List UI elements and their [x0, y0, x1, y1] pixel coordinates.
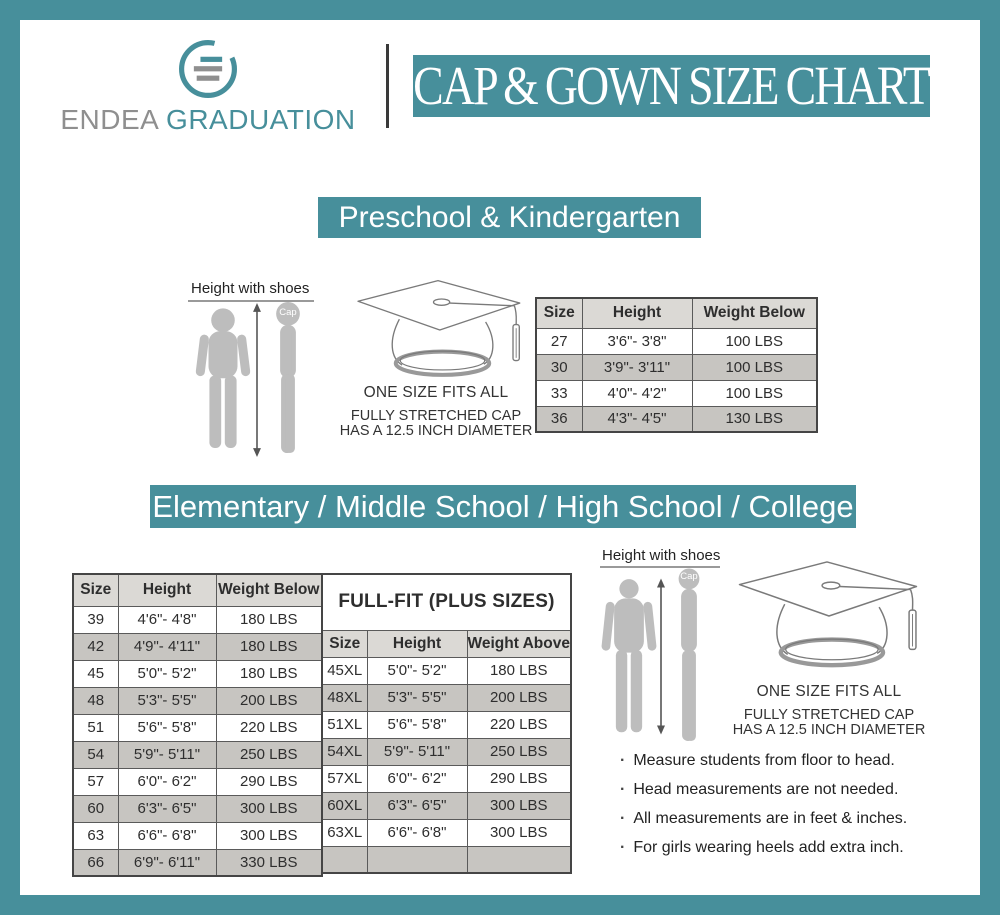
col-header-size: Size	[536, 298, 582, 328]
table-cell: 66	[73, 849, 118, 876]
child-side-silhouette	[267, 301, 309, 457]
table-cell: 36	[536, 406, 582, 432]
one-size-text: ONE SIZE FITS ALL	[363, 384, 509, 401]
diameter-text: HAS A 12.5 INCH DIAMETER	[732, 722, 926, 739]
height-arrow	[655, 569, 667, 744]
height-with-shoes-label: Height with shoes	[602, 547, 721, 564]
height-with-shoes-label: Height with shoes	[191, 280, 310, 297]
plus-size-table	[321, 573, 572, 874]
table-cell: 130 LBS	[692, 406, 817, 432]
mortarboard-cap-icon	[352, 277, 524, 383]
table-header-row	[322, 630, 571, 657]
table-cell: 180 LBS	[216, 633, 322, 660]
cap-fit-note	[723, 683, 935, 739]
table-cell: 100 LBS	[692, 380, 817, 406]
table-cell: 54XL	[322, 738, 367, 765]
table-row	[536, 354, 817, 380]
cap-fit-note	[330, 384, 542, 440]
table-row	[322, 738, 571, 765]
table-cell: 6'6"- 6'8"	[367, 819, 467, 846]
col-header-weight: Weight Below	[216, 574, 322, 606]
one-size-text: ONE SIZE FITS ALL	[756, 683, 902, 700]
table-cell: 4'0"- 4'2"	[582, 380, 692, 406]
table-cell: 300 LBS	[467, 819, 571, 846]
table-cell: 33	[536, 380, 582, 406]
table-cell: 30	[536, 354, 582, 380]
header-divider	[386, 44, 389, 128]
preschool-size-table	[535, 297, 818, 433]
table-cell: 27	[536, 328, 582, 354]
table-cell: 290 LBS	[467, 765, 571, 792]
table-cell: 300 LBS	[216, 795, 322, 822]
table-cell: 300 LBS	[467, 792, 571, 819]
older-banner: Elementary / Middle School / High School / College	[150, 485, 856, 528]
table-cell: 180 LBS	[216, 606, 322, 633]
table-cell: 60	[73, 795, 118, 822]
table-cell: 300 LBS	[216, 822, 322, 849]
table-row	[322, 792, 571, 819]
brand-logo	[58, 36, 358, 136]
table-header-row	[536, 298, 817, 328]
table-cell: 57XL	[322, 765, 367, 792]
table-cell: 6'3"- 6'5"	[118, 795, 216, 822]
note-item: · For girls wearing heels add extra inch.	[620, 839, 965, 857]
table-header-row	[73, 574, 322, 606]
table-cell: 100 LBS	[692, 328, 817, 354]
table-cell: 48XL	[322, 684, 367, 711]
table-row	[73, 714, 322, 741]
cap-tag-label: Cap	[680, 571, 698, 582]
stretched-cap-text: FULLY STRETCHED CAP	[743, 707, 915, 723]
col-header-height: Height	[367, 630, 467, 657]
mortarboard-cap-icon	[733, 558, 921, 674]
table-cell: 5'9"- 5'11"	[118, 741, 216, 768]
table-cell: 57	[73, 768, 118, 795]
table-cell: 3'6"- 3'8"	[582, 328, 692, 354]
col-header-height: Height	[582, 298, 692, 328]
table-cell: 6'0"- 6'2"	[118, 768, 216, 795]
table-cell: 6'0"- 6'2"	[367, 765, 467, 792]
table-cell: 6'9"- 6'11"	[118, 849, 216, 876]
table-cell: 39	[73, 606, 118, 633]
table-cell: 45	[73, 660, 118, 687]
table-cell: 250 LBS	[216, 741, 322, 768]
table-row	[73, 606, 322, 633]
table-row	[322, 711, 571, 738]
table-cell: 290 LBS	[216, 768, 322, 795]
table-row	[73, 795, 322, 822]
table-cell: 42	[73, 633, 118, 660]
table-row	[322, 819, 571, 846]
table-row	[73, 660, 322, 687]
table-cell: 3'9"- 3'11"	[582, 354, 692, 380]
plus-table-title: FULL-FIT (PLUS SIZES)	[322, 574, 571, 630]
table-cell: 330 LBS	[216, 849, 322, 876]
table-cell: 63	[73, 822, 118, 849]
table-cell: 200 LBS	[467, 684, 571, 711]
table-cell: 45XL	[322, 657, 367, 684]
page-title-banner	[413, 55, 930, 117]
table-cell: 5'3"- 5'5"	[118, 687, 216, 714]
table-row	[322, 846, 571, 873]
table-cell: 6'6"- 6'8"	[118, 822, 216, 849]
table-cell: 60XL	[322, 792, 367, 819]
table-cell: 4'6"- 4'8"	[118, 606, 216, 633]
table-cell: 5'0"- 5'2"	[118, 660, 216, 687]
table-row	[322, 684, 571, 711]
table-cell	[367, 846, 467, 873]
adult-front-silhouette	[601, 569, 657, 745]
table-row	[322, 657, 571, 684]
table-cell	[322, 846, 367, 873]
table-row	[73, 768, 322, 795]
page-title: CAP & GOWN SIZE CHART	[413, 56, 930, 116]
table-row	[73, 633, 322, 660]
note-item: · All measurements are in feet & inches.	[620, 810, 965, 828]
table-cell: 6'3"- 6'5"	[367, 792, 467, 819]
table-row	[73, 822, 322, 849]
plus-table-title-row	[322, 574, 571, 630]
table-cell: 5'9"- 5'11"	[367, 738, 467, 765]
table-row	[536, 328, 817, 354]
graduation-logo-icon	[174, 36, 242, 102]
table-cell: 200 LBS	[216, 687, 322, 714]
cap-tag-label: Cap	[279, 307, 297, 318]
col-header-weight: Weight Above	[467, 630, 571, 657]
table-row	[536, 380, 817, 406]
table-cell: 5'6"- 5'8"	[118, 714, 216, 741]
table-row	[536, 406, 817, 432]
table-cell: 4'3"- 4'5"	[582, 406, 692, 432]
brand-name	[58, 104, 358, 136]
col-header-size: Size	[322, 630, 367, 657]
child-front-silhouette	[194, 303, 252, 457]
stretched-cap-text: FULLY STRETCHED CAP	[350, 408, 522, 424]
table-cell: 5'6"- 5'8"	[367, 711, 467, 738]
table-row	[322, 765, 571, 792]
brand-name-graduation: GRADUATION	[166, 104, 356, 135]
note-item: · Measure students from floor to head.	[620, 752, 965, 770]
table-cell: 51	[73, 714, 118, 741]
col-header-height: Height	[118, 574, 216, 606]
table-cell: 63XL	[322, 819, 367, 846]
preschool-banner: Preschool & Kindergarten	[318, 197, 701, 238]
table-row	[73, 741, 322, 768]
table-row	[73, 849, 322, 876]
table-cell: 4'9"- 4'11"	[118, 633, 216, 660]
table-cell: 180 LBS	[216, 660, 322, 687]
diameter-text: HAS A 12.5 INCH DIAMETER	[339, 423, 533, 440]
adult-side-silhouette	[671, 567, 707, 745]
table-cell: 5'3"- 5'5"	[367, 684, 467, 711]
table-cell: 180 LBS	[467, 657, 571, 684]
table-cell: 220 LBS	[216, 714, 322, 741]
table-cell: 250 LBS	[467, 738, 571, 765]
table-cell: 5'0"- 5'2"	[367, 657, 467, 684]
older-size-table	[72, 573, 323, 877]
brand-name-endea: ENDEA	[60, 104, 158, 135]
table-cell: 100 LBS	[692, 354, 817, 380]
table-row	[73, 687, 322, 714]
note-item: · Head measurements are not needed.	[620, 781, 965, 799]
table-cell: 54	[73, 741, 118, 768]
measuring-notes	[620, 752, 965, 868]
table-cell: 48	[73, 687, 118, 714]
table-cell: 220 LBS	[467, 711, 571, 738]
table-cell	[467, 846, 571, 873]
col-header-size: Size	[73, 574, 118, 606]
col-header-weight: Weight Below	[692, 298, 817, 328]
height-arrow	[251, 303, 263, 457]
table-cell: 51XL	[322, 711, 367, 738]
